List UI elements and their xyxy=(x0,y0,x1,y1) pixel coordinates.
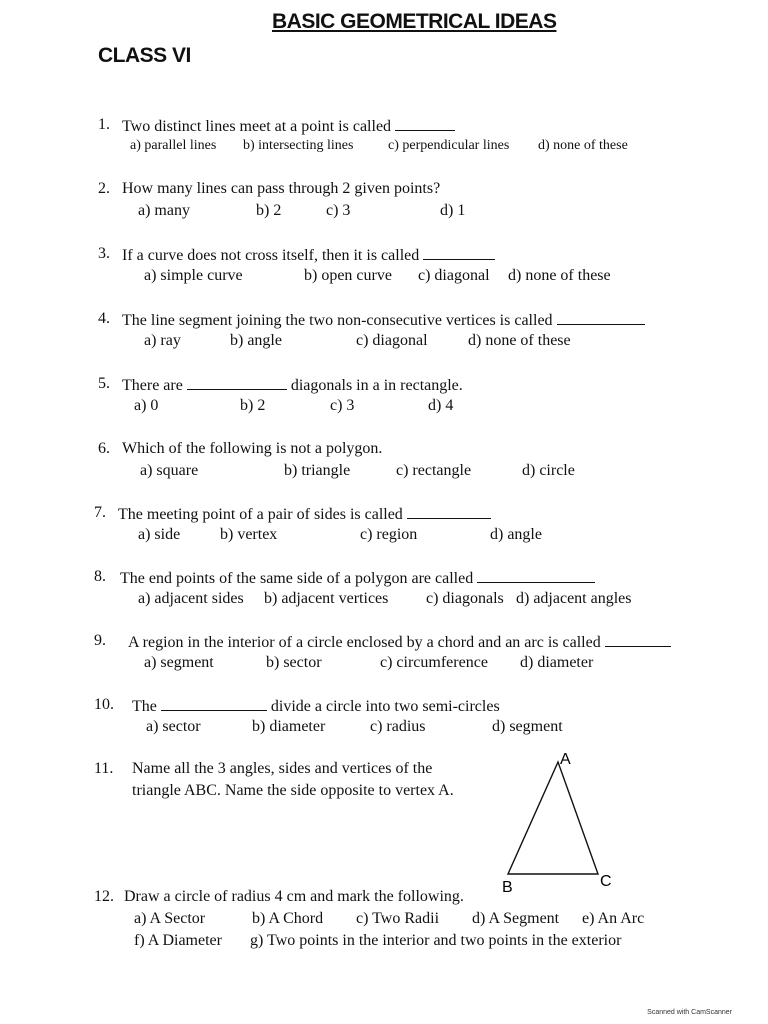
question-text: How many lines can pass through 2 given points? xyxy=(122,180,441,197)
question-number: 2. xyxy=(98,180,110,197)
question-text: Which of the following is not a polygon. xyxy=(122,440,383,457)
option-a: a) parallel lines xyxy=(130,138,217,153)
question-text: Draw a circle of radius 4 cm and mark the following. xyxy=(124,888,464,905)
triangle-abc-figure xyxy=(496,750,626,900)
option-b: b) A Chord xyxy=(252,910,324,927)
answer-blank xyxy=(407,504,491,519)
question-text-end: diagonals in a in rectangle. xyxy=(290,377,463,394)
question-number: 6. xyxy=(98,440,110,457)
option-b: b) adjacent vertices xyxy=(264,590,389,607)
option-a: a) 0 xyxy=(134,397,159,414)
option-c: c) rectangle xyxy=(396,462,472,479)
class-label: CLASS VI xyxy=(98,44,191,67)
answer-blank xyxy=(423,245,495,260)
option-d: d) 1 xyxy=(440,202,466,219)
option-b: b) angle xyxy=(230,332,282,349)
option-a: a) segment xyxy=(144,654,214,671)
question-text-end: divide a circle into two semi-circles xyxy=(270,698,500,715)
scanner-watermark: Scanned with CamScanner xyxy=(647,1009,732,1016)
question-text: The line segment joining the two non-consecutive vertices is called xyxy=(122,312,553,329)
option-d: d) diameter xyxy=(520,654,594,671)
answer-blank xyxy=(477,568,595,583)
question-text-start: There are xyxy=(122,377,183,394)
option-a: a) square xyxy=(140,462,199,479)
option-c: c) region xyxy=(360,526,418,543)
question-number: 5. xyxy=(98,375,110,392)
question-number: 4. xyxy=(98,310,110,327)
triangle-shape xyxy=(508,762,598,874)
option-a: a) adjacent sides xyxy=(138,590,244,607)
option-c: c) Two Radii xyxy=(356,910,440,927)
question-number: 8. xyxy=(94,568,106,585)
option-c: c) diagonal xyxy=(356,332,428,349)
option-d: d) circle xyxy=(522,462,575,479)
vertex-label-c: C xyxy=(600,873,612,890)
question-number: 10. xyxy=(94,696,114,713)
option-d: d) A Segment xyxy=(472,910,560,927)
option-c: c) circumference xyxy=(380,654,488,671)
vertex-label-a: A xyxy=(560,751,571,768)
option-b: b) triangle xyxy=(284,462,351,479)
page-title: BASIC GEOMETRICAL IDEAS xyxy=(272,10,557,33)
option-d: d) none of these xyxy=(538,138,628,153)
option-a: a) A Sector xyxy=(134,910,206,927)
option-d: d) adjacent angles xyxy=(516,590,632,607)
option-d: d) 4 xyxy=(428,397,454,414)
option-a: a) side xyxy=(138,526,181,543)
answer-blank xyxy=(557,310,645,325)
option-b: b) intersecting lines xyxy=(243,138,354,153)
option-d: d) segment xyxy=(492,718,563,735)
option-c: c) 3 xyxy=(326,202,351,219)
option-e: e) An Arc xyxy=(582,910,645,927)
option-b: b) sector xyxy=(266,654,322,671)
question-text: A region in the interior of a circle enclosed by a chord and an arc is called xyxy=(128,634,601,651)
question-text: If a curve does not cross itself, then it is called xyxy=(122,247,420,264)
answer-blank xyxy=(161,696,267,711)
option-b: b) open curve xyxy=(304,267,392,284)
question-text-line-2: triangle ABC. Name the side opposite to vertex A. xyxy=(132,782,454,799)
option-c: c) 3 xyxy=(330,397,355,414)
option-b: b) 2 xyxy=(256,202,282,219)
answer-blank xyxy=(395,116,455,131)
vertex-label-b: B xyxy=(502,879,513,896)
cut-off-header xyxy=(230,0,590,2)
question-text-line-1: Name all the 3 angles, sides and vertices of the xyxy=(132,760,433,777)
option-d: d) none of these xyxy=(508,267,611,284)
question-text: The meeting point of a pair of sides is called xyxy=(118,506,403,523)
option-a: a) simple curve xyxy=(144,267,243,284)
option-a: a) sector xyxy=(146,718,201,735)
option-f: f) A Diameter xyxy=(134,932,222,949)
option-c: c) perpendicular lines xyxy=(388,138,510,153)
question-number: 3. xyxy=(98,245,110,262)
option-b: b) 2 xyxy=(240,397,266,414)
question-text-start: The xyxy=(132,698,157,715)
question-number: 9. xyxy=(94,632,106,649)
option-c: c) radius xyxy=(370,718,426,735)
option-b: b) diameter xyxy=(252,718,326,735)
option-c: c) diagonals xyxy=(426,590,504,607)
question-number: 7. xyxy=(94,504,106,521)
question-text: Two distinct lines meet at a point is called xyxy=(122,118,392,135)
answer-blank xyxy=(187,375,287,390)
option-d: d) angle xyxy=(490,526,542,543)
option-b: b) vertex xyxy=(220,526,278,543)
question-number: 11. xyxy=(94,760,114,777)
question-text: The end points of the same side of a polygon are called xyxy=(120,570,474,587)
option-c: c) diagonal xyxy=(418,267,490,284)
question-number: 12. xyxy=(94,888,114,905)
option-g: g) Two points in the interior and two points in the exterior xyxy=(250,932,622,949)
question-number: 1. xyxy=(98,116,110,133)
option-a: a) ray xyxy=(144,332,181,349)
option-a: a) many xyxy=(138,202,190,219)
option-d: d) none of these xyxy=(468,332,571,349)
answer-blank xyxy=(605,632,671,647)
